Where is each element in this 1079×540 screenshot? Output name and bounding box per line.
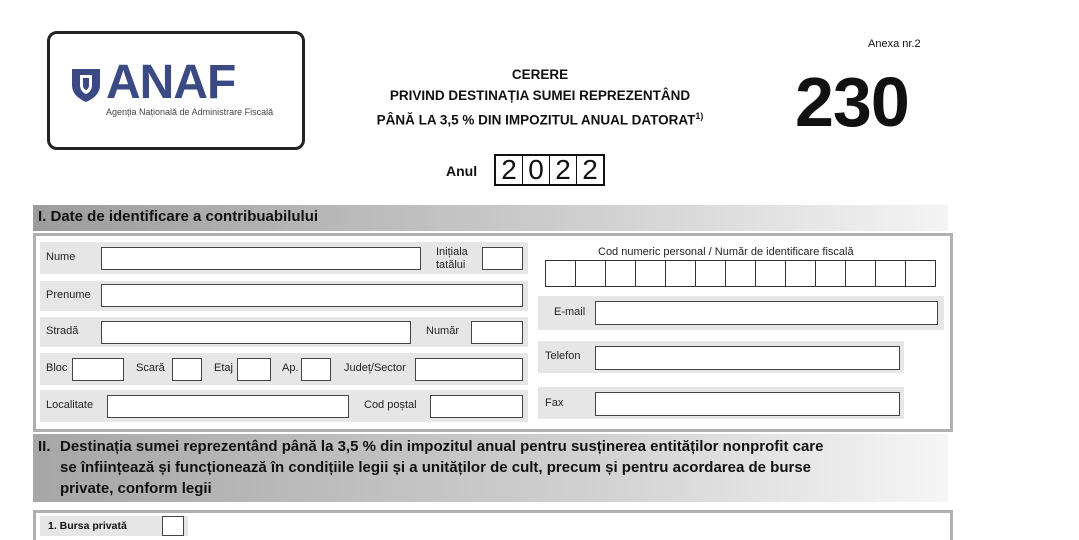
cnp-box[interactable] [906, 261, 935, 286]
label-cnp: Cod numeric personal / Număr de identificare fiscală [598, 246, 854, 258]
label-email: E-mail [554, 306, 586, 318]
cnp-box[interactable] [876, 261, 906, 286]
year-digit: 2 [582, 154, 598, 185]
label-initiala-line1: Inițiala [436, 246, 468, 258]
section2-line1: Destinația sumei reprezentând până la 3,5 % din impozitul anual pentru susținerea entităților nonprofit care [60, 438, 824, 455]
bursa-privata-checkbox[interactable] [162, 516, 184, 536]
strada-field[interactable] [101, 321, 411, 344]
cnp-box[interactable] [726, 261, 756, 286]
annex-label: Anexa nr.2 [868, 38, 921, 50]
year-digit: 2 [496, 156, 523, 184]
cnp-box[interactable] [666, 261, 696, 286]
prenume-field[interactable] [101, 284, 523, 307]
year-digit: 0 [523, 156, 550, 184]
label-cod-postal: Cod poștal [364, 399, 417, 411]
label-ap: Ap. [282, 362, 299, 374]
label-numar: Număr [426, 325, 460, 337]
cnp-box[interactable] [756, 261, 786, 286]
scara-field[interactable] [172, 358, 202, 381]
label-telefon: Telefon [545, 350, 581, 362]
form-title [340, 64, 740, 131]
form-number: 230 [795, 63, 909, 141]
ap-field[interactable] [301, 358, 331, 381]
email-field[interactable] [595, 301, 938, 325]
label-strada: Stradă [46, 325, 79, 337]
cnp-box[interactable] [636, 261, 666, 286]
etaj-field[interactable] [237, 358, 271, 381]
bloc-field[interactable] [72, 358, 124, 381]
section2-line2: se înființează și funcționează în condițiile legii și a unităților de cult, precum și pentru acordarea de burse [60, 459, 812, 476]
label-etaj: Etaj [214, 362, 233, 374]
title-line-3-text: PÂNĂ LA 3,5 % DIN IMPOZITUL ANUAL DATORAT [376, 112, 696, 128]
anaf-logo [47, 31, 305, 150]
telefon-field[interactable] [595, 346, 900, 370]
label-judet: Județ/Sector [344, 362, 406, 374]
initiala-field[interactable] [482, 247, 523, 270]
label-prenume: Prenume [46, 289, 91, 301]
cnp-box[interactable] [846, 261, 876, 286]
label-nume: Nume [46, 251, 76, 263]
section1-title: I. Date de identificare a contribuabilului [38, 208, 319, 225]
title-line-1: CERERE [511, 67, 569, 82]
title-line-3 [340, 106, 740, 131]
label-bloc: Bloc [46, 362, 68, 374]
label-initiala [436, 246, 468, 272]
nume-field[interactable] [101, 247, 421, 270]
cnp-box[interactable] [546, 261, 576, 286]
label-bursa-privata: 1. Bursa privată [48, 520, 127, 532]
section2-line3: private, conform legii [60, 480, 212, 497]
cnp-box[interactable] [606, 261, 636, 286]
label-scara: Scară [136, 362, 165, 374]
label-initiala-line2: tatălui [436, 259, 466, 271]
title-footnote: 1) [695, 111, 704, 121]
label-localitate: Localitate [46, 399, 94, 411]
cnp-box[interactable] [576, 261, 606, 286]
year-label: Anul [446, 163, 478, 179]
section2-title [38, 436, 943, 499]
cnp-box[interactable] [786, 261, 816, 286]
cnp-box[interactable] [816, 261, 846, 286]
year-digit: 2 [550, 156, 577, 184]
logo-brand: ANAF [106, 56, 236, 109]
cnp-boxes[interactable] [545, 260, 936, 287]
fax-field[interactable] [595, 392, 900, 416]
cod-postal-field[interactable] [430, 395, 523, 418]
numar-field[interactable] [471, 321, 523, 344]
judet-field[interactable] [415, 358, 523, 381]
shield-icon [70, 67, 102, 103]
logo-subtitle: Agenția Națională de Administrare Fiscală [106, 107, 274, 117]
cnp-box[interactable] [696, 261, 726, 286]
section2-roman: II. [38, 438, 51, 455]
year-boxes [494, 154, 605, 186]
label-fax: Fax [545, 397, 564, 409]
localitate-field[interactable] [107, 395, 349, 418]
title-line-2: PRIVIND DESTINAȚIA SUMEI REPREZENTÂND [389, 88, 691, 103]
